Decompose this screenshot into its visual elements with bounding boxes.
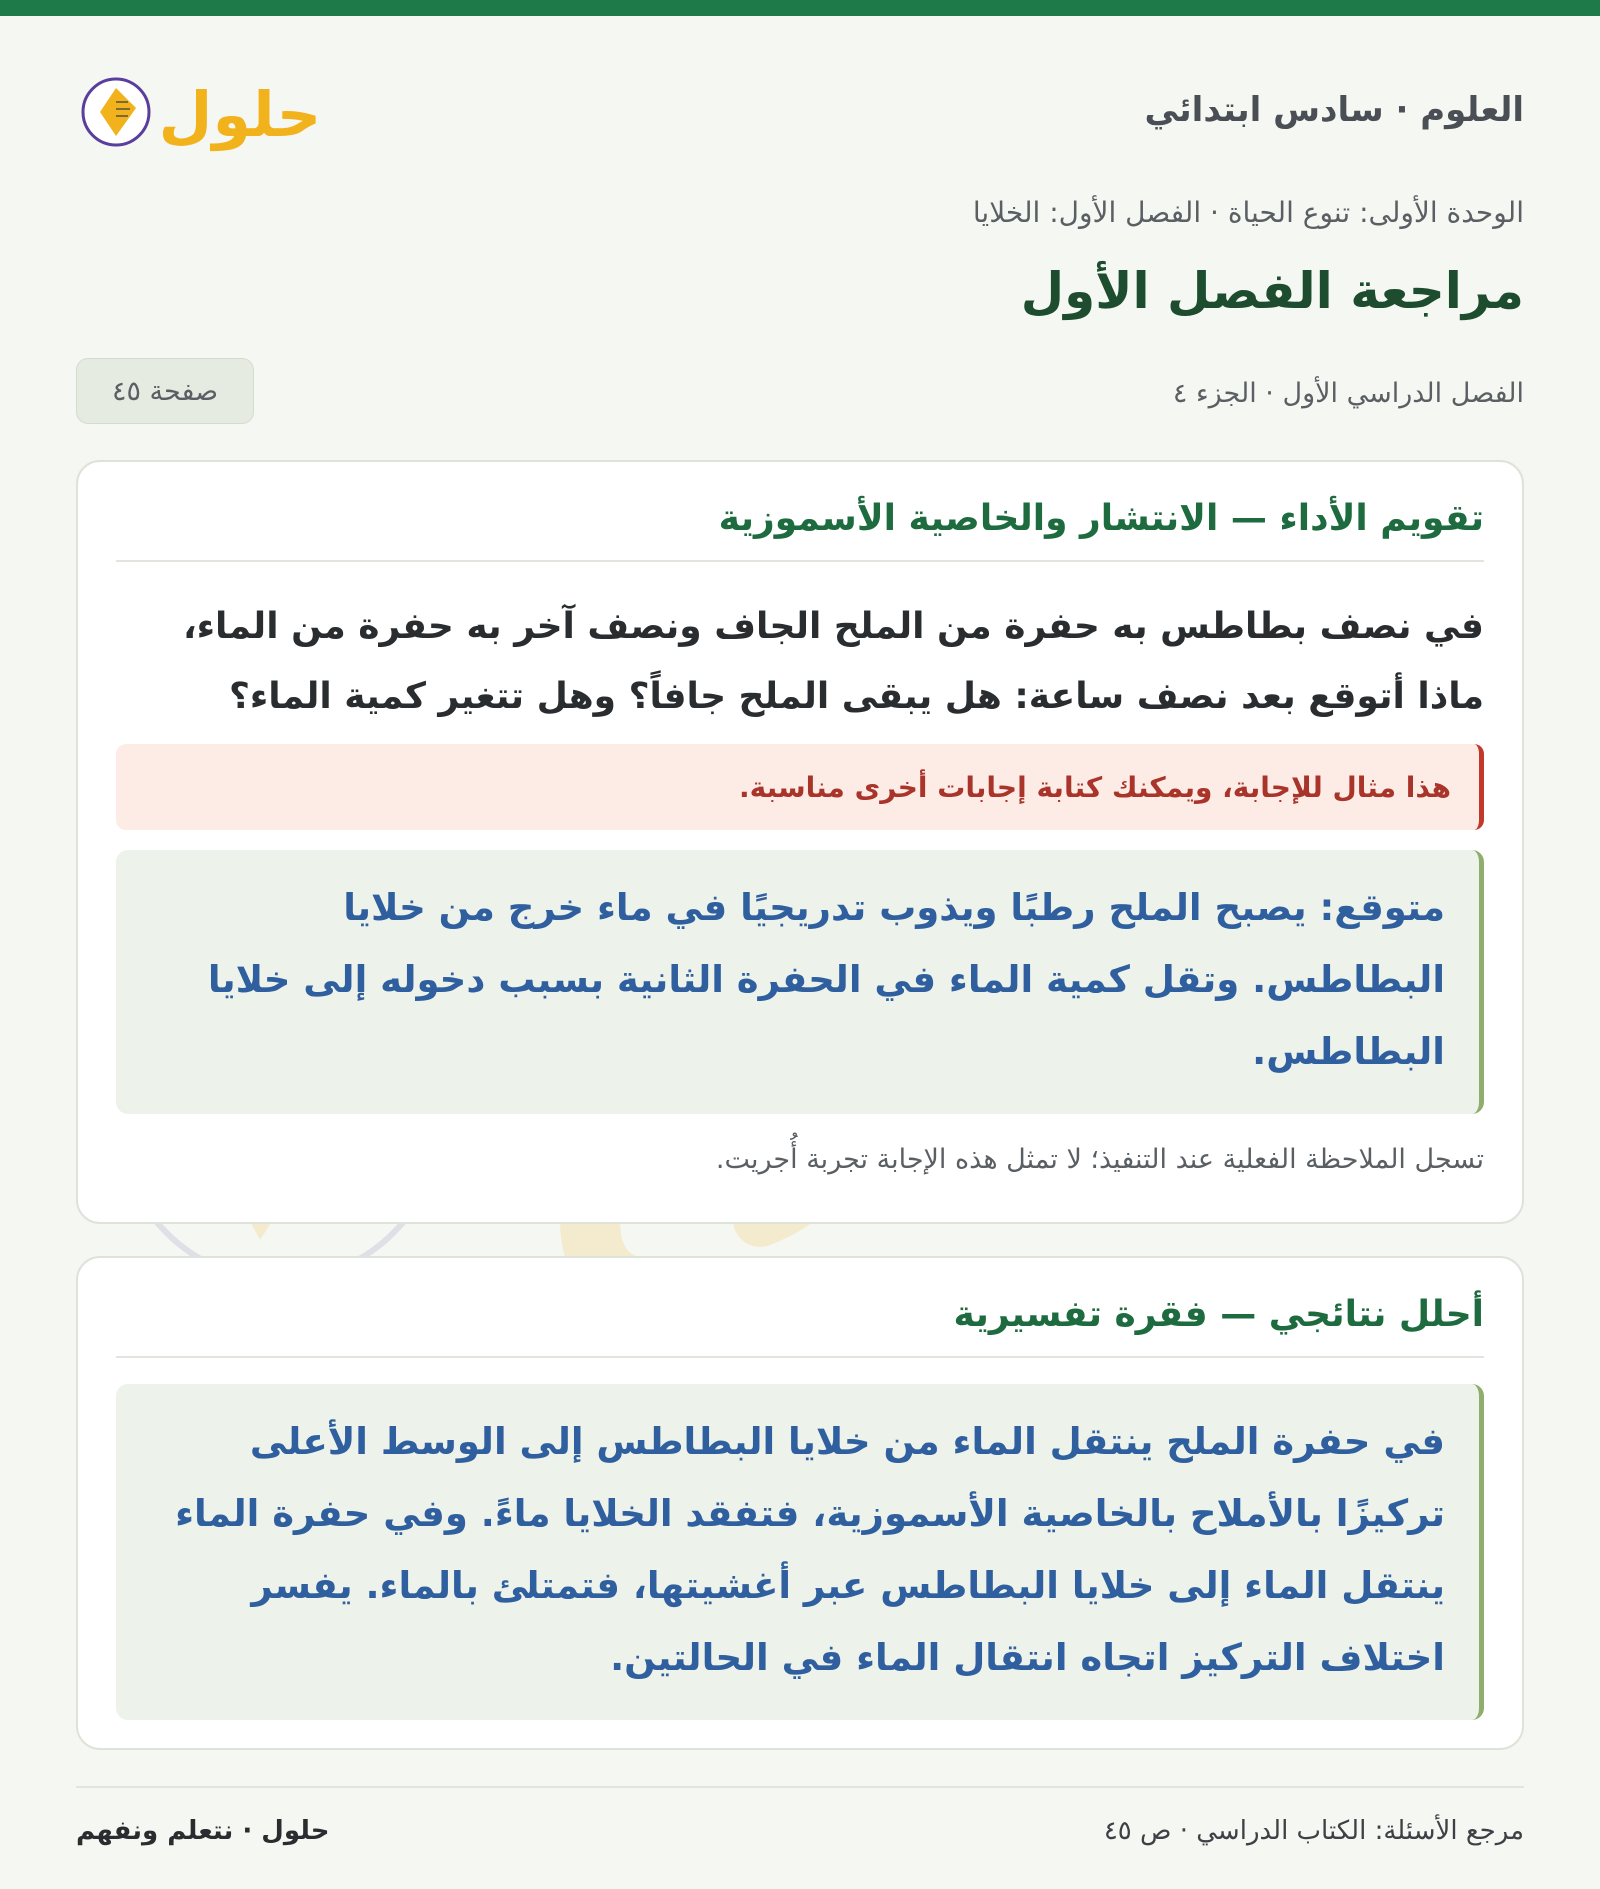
footer-brand[interactable]: حلول · نتعلم ونفهم bbox=[76, 1816, 330, 1846]
card-divider bbox=[116, 1356, 1484, 1358]
card-title: تقويم الأداء — الانتشار والخاصية الأسموزية bbox=[718, 498, 1484, 539]
subject-label: العلوم · سادس ابتدائي bbox=[1144, 90, 1524, 130]
performance-assessment-card bbox=[76, 460, 1524, 1224]
header bbox=[76, 48, 1524, 168]
unit-breadcrumb: الوحدة الأولى: تنوع الحياة · الفصل الأول: الخلايا bbox=[972, 196, 1524, 229]
sample-answer-note bbox=[116, 744, 1484, 830]
top-accent-bar bbox=[0, 0, 1600, 16]
logo-icon bbox=[76, 52, 336, 162]
page-title: مراجعة الفصل الأول bbox=[1020, 262, 1524, 320]
answer-box bbox=[116, 1384, 1484, 1720]
analyze-results-card bbox=[76, 1256, 1524, 1750]
answer-box bbox=[116, 850, 1484, 1114]
footer-divider bbox=[76, 1786, 1524, 1788]
brand-logo[interactable] bbox=[76, 52, 336, 162]
answer-text: متوقع: يصبح الملح رطبًا ويذوب تدريجيًا في ماء خرج من خلايا البطاطس. وتقل كمية الماء في الحفرة الثانية بسبب دخوله إلى خلايا البطاطس. bbox=[207, 886, 1445, 1073]
term-label: الفصل الدراسي الأول · الجزء ٤ bbox=[1172, 378, 1524, 409]
svg-text:حلول: حلول bbox=[158, 78, 322, 151]
card-title: أحلل نتائجي — فقرة تفسيرية bbox=[953, 1294, 1484, 1335]
note-text: هذا مثال للإجابة، ويمكنك كتابة إجابات أخرى مناسبة. bbox=[739, 770, 1451, 804]
footnote: تسجل الملاحظة الفعلية عند التنفيذ؛ لا تمثل هذه الإجابة تجربة أُجريت. bbox=[715, 1144, 1484, 1175]
page-number-badge: صفحة ٤٥ bbox=[76, 358, 254, 424]
question-text: في نصف بطاطس به حفرة من الملح الجاف ونصف آخر به حفرة من الماء، ماذا أتوقع بعد نصف ساعة: هل يبقى الملح جافاً؟ وهل تتغير كمية الماء؟ bbox=[182, 606, 1484, 717]
card-divider bbox=[116, 560, 1484, 562]
answer-text: في حفرة الملح ينتقل الماء من خلايا البطاطس إلى الوسط الأعلى تركيزًا بالأملاح بالخاصية الأسموزية، فتفقد الخلايا ماءً. وفي حفرة الماء ينتقل الماء إلى خلايا البطاطس عبر أغشيتها، فتمتلئ بالماء. يفسر اختلاف التركيز اتجاه انتقال الماء في الحالتين. bbox=[175, 1420, 1445, 1679]
footer-reference: مرجع الأسئلة: الكتاب الدراسي · ص ٤٥ bbox=[1103, 1816, 1524, 1846]
